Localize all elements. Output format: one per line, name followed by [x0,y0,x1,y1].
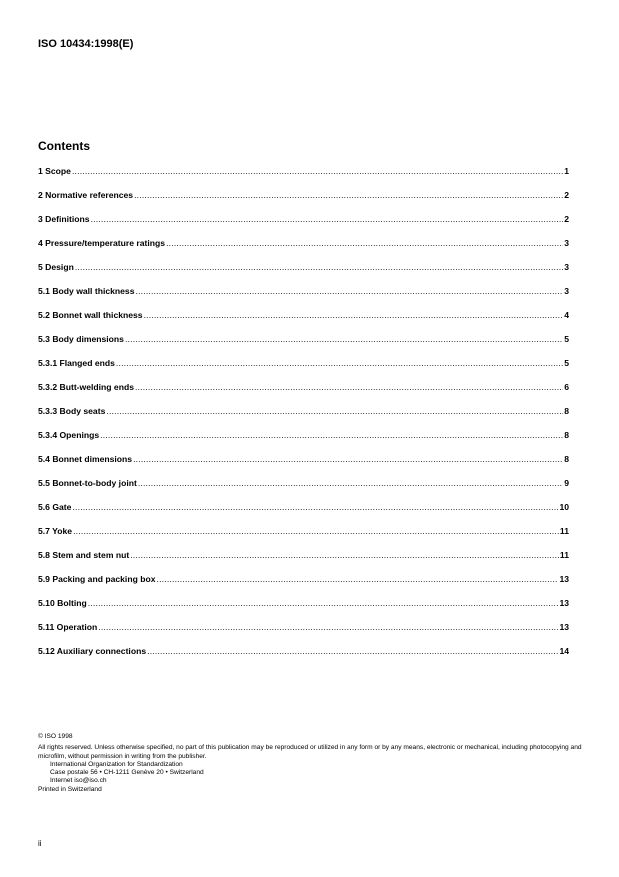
toc-entry-page: 8 [564,406,569,416]
toc-entry[interactable] [38,190,569,214]
toc-entry-page: 6 [564,382,569,392]
toc-leader-dots [134,190,563,200]
toc-entry-label: 5.6 Gate [38,502,72,512]
publisher-name: International Organization for Standardization [50,760,183,768]
toc-entry[interactable] [38,310,569,334]
toc-entry-label: 5.3.1 Flanged ends [38,358,115,368]
toc-entry-page: 14 [559,646,569,656]
toc-entry-page: 4 [564,310,569,320]
toc-entry-label: 5.4 Bonnet dimensions [38,454,133,464]
toc-entry-label: 5.2 Bonnet wall thickness [38,310,143,320]
rights-statement: All rights reserved. Unless otherwise specified, no part of this publication may be reproduced or utilized in any form or by any means, electronic or mechanical, including photocopying and microfilm, without permission in writing from the publisher. [38,744,582,760]
publisher-internet: Internet iso@iso.ch [50,777,107,785]
toc-entry-label: 5 Design [38,262,74,272]
toc-entry[interactable] [38,478,569,502]
toc-entry-page: 11 [559,526,569,536]
toc-leader-dots [133,454,563,464]
toc-entry-page: 2 [564,214,569,224]
toc-entry-label: 5.12 Auxiliary connections [38,646,147,656]
toc-entry-label: 5.7 Yoke [38,526,73,536]
toc-entry[interactable] [38,166,569,190]
toc-leader-dots [116,358,563,368]
toc-entry[interactable] [38,286,569,310]
toc-leader-dots [138,478,563,488]
toc-entry[interactable] [38,238,569,262]
toc-entry-page: 8 [564,454,569,464]
toc-entry[interactable] [38,502,569,526]
toc-entry[interactable] [38,574,569,598]
toc-leader-dots [147,646,558,656]
toc-entry[interactable] [38,646,569,670]
toc-entry-page: 9 [564,478,569,488]
toc-entry-label: 2 Normative references [38,190,134,200]
toc-leader-dots [72,502,558,512]
toc-leader-dots [98,622,558,632]
toc-entry[interactable] [38,262,569,286]
contents-title: Contents [38,139,90,153]
toc-entry-page: 8 [564,430,569,440]
toc-entry-label: 5.3.4 Openings [38,430,100,440]
publisher-address: Case postale 56 • CH-1211 Genève 20 • Switzerland [50,769,204,777]
toc-entry[interactable] [38,430,569,454]
toc-leader-dots [88,598,559,608]
toc-entry-label: 5.3.2 Butt-welding ends [38,382,134,392]
toc-entry-page: 11 [559,550,569,560]
toc-entry-label: 5.3 Body dimensions [38,334,124,344]
toc-leader-dots [166,238,563,248]
toc-entry[interactable] [38,550,569,574]
toc-entry[interactable] [38,406,569,430]
toc-leader-dots [125,334,563,344]
toc-leader-dots [135,286,563,296]
toc-leader-dots [144,310,564,320]
toc-entry-page: 13 [559,598,569,608]
toc-entry-page: 13 [559,622,569,632]
toc-entry[interactable] [38,214,569,238]
toc-entry-page: 3 [564,238,569,248]
copyright-notice [38,733,583,794]
toc-leader-dots [73,526,559,536]
table-of-contents [38,166,569,670]
toc-leader-dots [130,550,559,560]
toc-entry[interactable] [38,622,569,646]
toc-entry-page: 3 [564,286,569,296]
toc-entry-page: 3 [564,262,569,272]
toc-entry[interactable] [38,598,569,622]
toc-entry-page: 1 [564,166,569,176]
toc-entry-page: 2 [564,190,569,200]
toc-leader-dots [156,574,558,584]
toc-entry-page: 10 [559,502,569,512]
toc-leader-dots [72,166,563,176]
toc-entry-label: 5.10 Bolting [38,598,87,608]
toc-entry[interactable] [38,454,569,478]
toc-entry-page: 5 [564,334,569,344]
printed-in: Printed in Switzerland [38,785,102,793]
toc-leader-dots [91,214,564,224]
document-id: ISO 10434:1998(E) [38,38,134,50]
toc-entry-page: 13 [559,574,569,584]
toc-entry-label: 5.1 Body wall thickness [38,286,135,296]
toc-entry[interactable] [38,382,569,406]
toc-entry-label: 5.11 Operation [38,622,98,632]
toc-leader-dots [75,262,563,272]
toc-entry-page: 5 [564,358,569,368]
toc-entry-label: 5.3.3 Body seats [38,406,106,416]
toc-leader-dots [135,382,563,392]
toc-entry-label: 1 Scope [38,166,71,176]
toc-entry-label: 3 Definitions [38,214,90,224]
toc-entry-label: 5.9 Packing and packing box [38,574,156,584]
page-number: ii [38,839,42,848]
toc-leader-dots [106,406,563,416]
toc-entry-label: 4 Pressure/temperature ratings [38,238,166,248]
toc-entry-label: 5.5 Bonnet-to-body joint [38,478,137,488]
toc-leader-dots [100,430,563,440]
toc-entry-label: 5.8 Stem and stem nut [38,550,130,560]
toc-entry[interactable] [38,334,569,358]
toc-entry[interactable] [38,526,569,550]
copyright-line: © ISO 1998 [38,733,73,740]
toc-entry[interactable] [38,358,569,382]
